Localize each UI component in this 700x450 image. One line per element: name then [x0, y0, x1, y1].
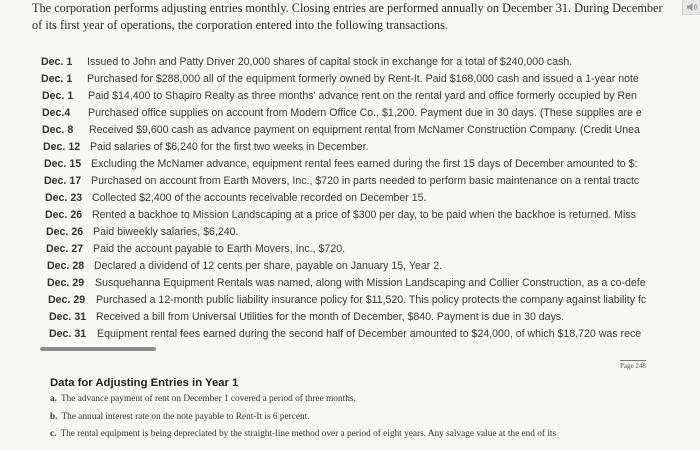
transaction-entry	[0, 311, 700, 328]
entry-date: Dec. 27	[46, 243, 84, 255]
entry-text: Equipment rental fees earned during the second half of December amounted to $24,000, of which $18,720 was rece	[97, 328, 642, 340]
transaction-entry	[0, 141, 700, 158]
transaction-entry	[0, 260, 700, 277]
entry-text: Purchased office supplies on account from Modern Office Co., $1,200. Payment due in 30 days. (These supplies are e	[88, 107, 642, 119]
adjusting-item-text: The rental equipment is being depreciated by the straight-line method over a period of eight years. Any salvage value at the end of its	[60, 429, 557, 439]
entry-date: Dec.4	[42, 107, 71, 119]
entry-text: Purchased for $288,000 all of the equipment formerly owned by Rent-It. Paid $168,000 cash and issued a 1-year note	[87, 73, 639, 85]
adjusting-item-letter: b.	[50, 411, 58, 422]
entry-date: Dec. 1	[41, 73, 73, 85]
entry-text: Received a bill from Universal Utilities for the month of December, $840. Payment is due in 30 days.	[96, 311, 565, 323]
transaction-entry	[0, 328, 700, 345]
entry-text: Received $9,600 cash as advance payment on equipment rental from McNamer Construction Company. (Credit Unea	[89, 124, 640, 136]
transaction-entry	[0, 107, 700, 124]
entry-text: Rented a backhoe to Mission Landscaping at a price of $300 per day, to be paid when the backhoe is returned. Miss	[92, 209, 636, 221]
transaction-entry	[0, 56, 700, 73]
intro-paragraph: The corporation performs adjusting entries monthly. Closing entries are performed annually on December 31. During December of its first year of operations, the corporation entered into the following transactions.	[32, 1, 663, 32]
transaction-entry	[0, 294, 700, 311]
transaction-entry	[0, 192, 700, 209]
entry-date: Dec. 15	[44, 158, 82, 170]
adjusting-item	[50, 411, 700, 429]
entry-text: Declared a dividend of 12 cents per share, payable on January 15, Year 2.	[94, 260, 443, 272]
entry-date: Dec. 1	[41, 56, 73, 68]
transaction-entry	[0, 90, 700, 107]
entry-text: Paid biweekly salaries, $6,240.	[93, 226, 239, 238]
transaction-entry	[0, 73, 700, 90]
entry-date: Dec. 12	[43, 141, 81, 153]
entry-text: Paid salaries of $6,240 for the first two weeks in December.	[90, 141, 369, 153]
entry-date: Dec. 17	[44, 175, 82, 187]
adjusting-item-text: The advance payment of rent on December 1 covered a period of three months.	[60, 394, 356, 404]
entry-date: Dec. 1	[42, 90, 74, 102]
entry-text: Susquehanna Equipment Rentals was named, along with Mission Landscaping and Collier Construction, as a co-defe	[95, 277, 646, 289]
transaction-entry	[0, 226, 700, 243]
entry-text: Excluding the McNamer advance, equipment rental fees earned during the first 15 days of December amounted to $:	[91, 158, 638, 170]
adjusting-item-text: The annual interest rate on the note payable to Rent-It is 6 percent.	[61, 411, 310, 422]
adjusting-item	[50, 393, 700, 411]
adjusting-data-title: Data for Adjusting Entries in Year 1	[50, 377, 239, 389]
horizontal-scrollbar[interactable]	[40, 347, 156, 351]
entry-date: Dec. 28	[47, 260, 85, 272]
transaction-entry	[0, 175, 700, 192]
transaction-entry	[0, 277, 700, 294]
transaction-entry	[0, 158, 700, 175]
entry-date: Dec. 8	[42, 124, 74, 136]
page-number: Page 248	[620, 362, 646, 370]
adjusting-data-list	[50, 393, 700, 446]
entry-date: Dec. 26	[45, 209, 83, 221]
entry-date: Dec. 31	[49, 311, 87, 323]
entry-text: Paid $14,400 to Shapiro Realty as three months' advance rent on the rental yard and office formerly occupied by Ren	[88, 90, 637, 102]
entry-text: Purchased a 12-month public liability insurance policy for $11,520. This policy protects the company against liability fc	[96, 294, 647, 306]
transaction-entry	[0, 124, 700, 141]
entry-text: Issued to John and Patty Driver 20,000 shares of capital stock in exchange for a total of $240,000 cash.	[87, 56, 573, 68]
entry-date: Dec. 26	[46, 226, 84, 238]
speaker-icon[interactable]	[682, 0, 700, 15]
entry-text: Paid the account payable to Earth Movers, Inc., $720.	[93, 243, 346, 255]
entry-date: Dec. 29	[48, 294, 86, 306]
transaction-entry	[0, 209, 700, 226]
adjusting-item-letter: c.	[50, 429, 57, 439]
entry-date: Dec. 29	[47, 277, 85, 289]
entry-text: Purchased on account from Earth Movers, Inc., $720 in parts needed to perform basic maintenance on a rental tractc	[91, 175, 640, 187]
entry-date: Dec. 31	[49, 328, 87, 340]
entry-text: Collected $2,400 of the accounts receivable recorded on December 15.	[92, 192, 427, 204]
entry-date: Dec. 23	[45, 192, 83, 204]
adjusting-item	[50, 428, 700, 446]
transaction-entry	[0, 243, 700, 260]
adjusting-item-letter: a.	[50, 394, 57, 404]
